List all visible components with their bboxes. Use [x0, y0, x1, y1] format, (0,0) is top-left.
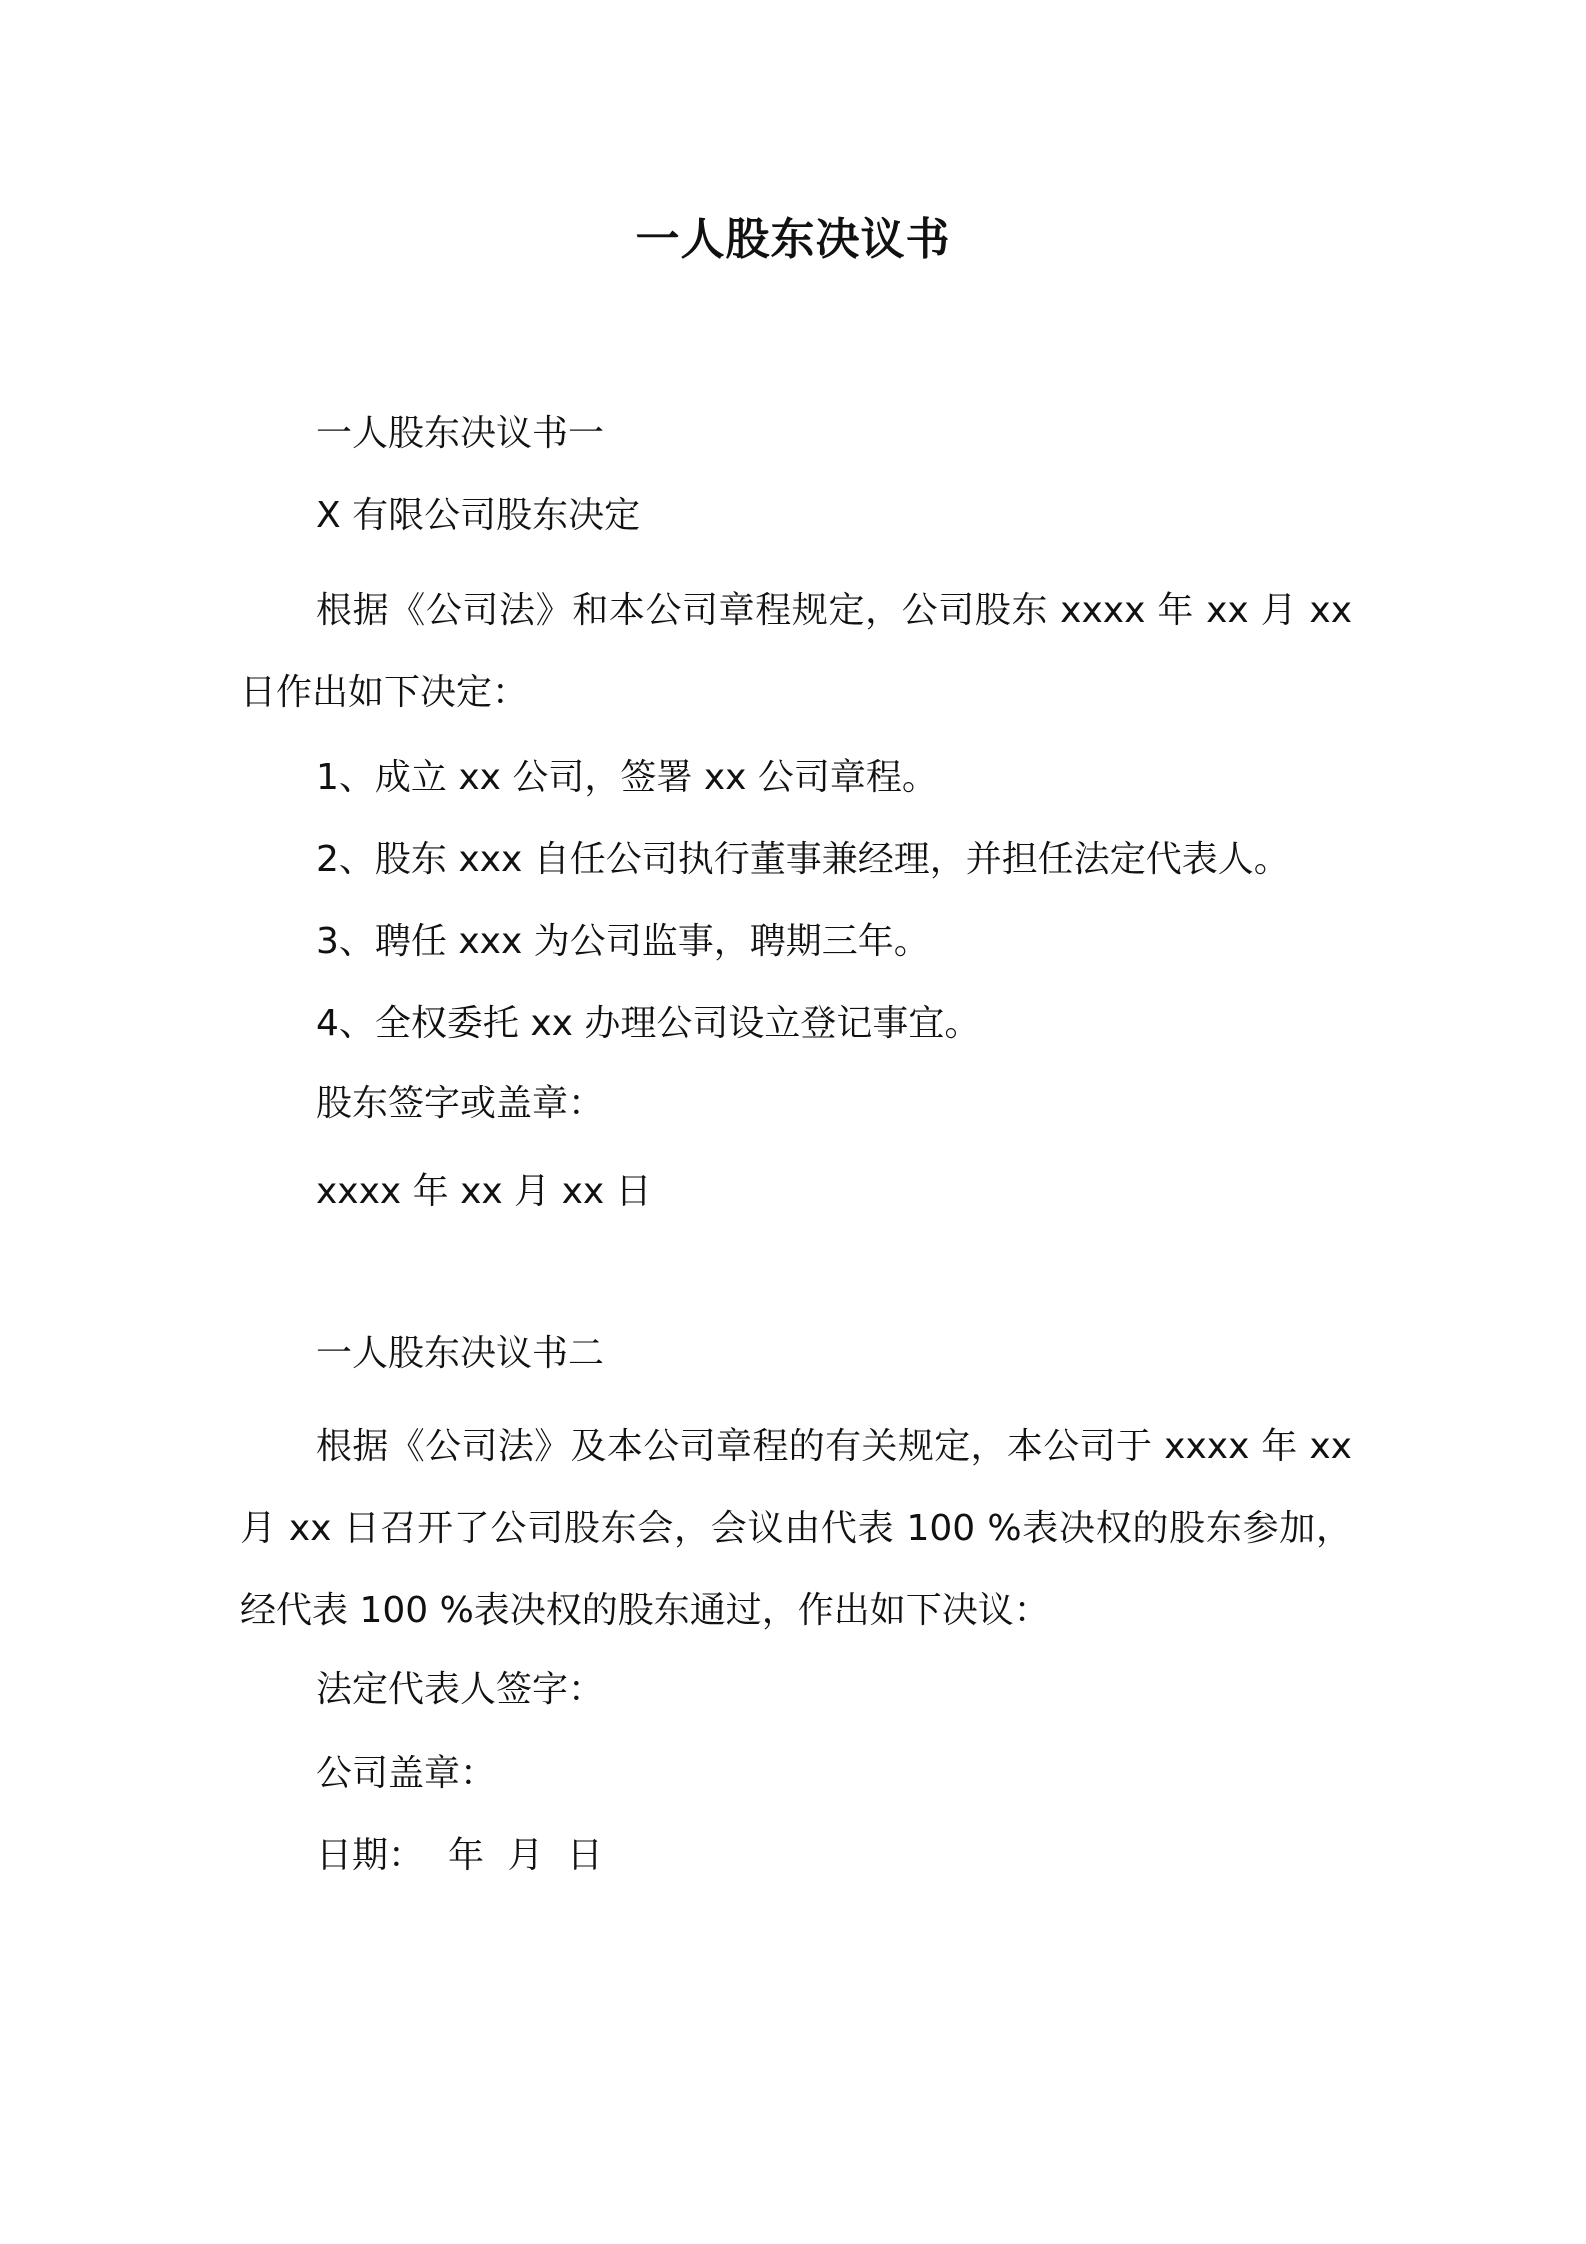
date-label: 日期： [316, 1835, 425, 1876]
decision-item-4: 4、全权委托 xx 办理公司设立登记事宜。 [316, 1003, 981, 1044]
section2-date-row [316, 1832, 603, 1880]
section1-subheading: X 有限公司股东决定 [316, 495, 641, 536]
decision-item-2: 2、股东 xxx 自任公司执行董事兼经理，并担任法定代表人。 [316, 839, 1290, 880]
section2-intro-paragraph: 根据《公司法》及本公司章程的有关规定，本公司于 xxxx 年 xx 月 xx 日召开了公司股东会，会议由代表 100 %表决权的股东参加，经代表 100 %表决权的股东通过，作出如下决议： [240, 1426, 1352, 1631]
date-blank: 年 月 日 [448, 1835, 603, 1876]
section1-date-line: xxxx 年 xx 月 xx 日 [316, 1171, 652, 1212]
shareholder-signature-label: 股东签字或盖章： [316, 1083, 605, 1124]
decision-item-3: 3、聘任 xxx 为公司监事，聘期三年。 [316, 921, 930, 962]
document-title: 一人股东决议书 [635, 214, 951, 265]
decision-item-1: 1、成立 xx 公司，签署 xx 公司章程。 [316, 757, 938, 798]
company-seal-label: 公司盖章： [316, 1753, 497, 1794]
section1-heading: 一人股东决议书一 [316, 413, 605, 454]
section1-intro-paragraph: 根据《公司法》和本公司章程规定，公司股东 xxxx 年 xx 月 xx 日作出如下决定： [240, 590, 1352, 713]
legal-representative-signature-label: 法定代表人签字： [316, 1669, 605, 1710]
section2-heading: 一人股东决议书二 [316, 1333, 605, 1374]
